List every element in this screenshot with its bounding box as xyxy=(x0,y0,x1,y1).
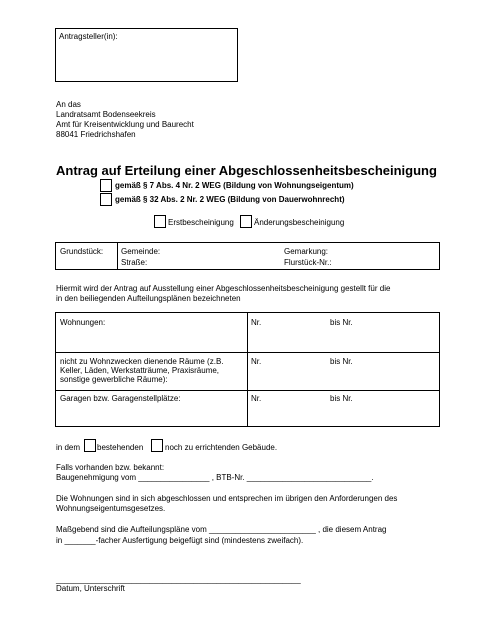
request-paragraph xyxy=(56,284,440,304)
plans-paragraph xyxy=(56,524,386,546)
weg32-label: gemäß § 32 Abs. 2 Nr. 2 WEG (Bildung von Dauerwohnrecht) xyxy=(115,195,345,204)
permit-line-1: Falls vorhanden bzw. bekannt: xyxy=(56,463,165,472)
weg7-checkbox[interactable] xyxy=(100,179,112,192)
street-field[interactable]: Straße: xyxy=(121,258,148,267)
applicant-box[interactable] xyxy=(55,28,238,82)
apartments-to-field[interactable]: bis Nr. xyxy=(330,318,353,327)
new-building-label: noch zu errichtenden Gebäude. xyxy=(165,443,278,452)
signature-label: Datum, Unterschrift xyxy=(56,584,125,593)
existing-building-checkbox[interactable] xyxy=(84,439,96,452)
closed-line-1: Die Wohnungen sind in sich abgeschlossen und entsprechen im übrigen den Anforderungen des xyxy=(56,494,398,503)
first-cert-checkbox[interactable] xyxy=(154,215,166,228)
garages-to-field[interactable]: bis Nr. xyxy=(330,394,353,403)
nonresidential-to-field[interactable]: bis Nr. xyxy=(330,357,353,366)
nonresidential-from-field[interactable]: Nr. xyxy=(251,357,262,366)
address-line-2: Landratsamt Bodenseekreis xyxy=(56,110,156,119)
garages-label: Garagen bzw. Garagenstellplätze: xyxy=(60,394,181,403)
nonresidential-line-2: Keller, Läden, Werkstatträume, Praxisräume, xyxy=(60,366,220,375)
units-table-row-divider-1 xyxy=(55,352,440,353)
request-line-2: in den beiliegenden Aufteilungsplänen bezeichneten xyxy=(56,294,241,303)
applicant-label: Antragsteller(in): xyxy=(59,32,118,41)
apartments-from-field[interactable]: Nr. xyxy=(251,318,262,327)
address-line-1: An das xyxy=(56,100,81,109)
property-box xyxy=(55,242,440,270)
request-line-1: Hiermit wird der Antrag auf Ausstellung einer Abgeschlossenheitsbescheinigung gestellt für die xyxy=(56,284,391,293)
units-table-row-divider-2 xyxy=(55,390,440,391)
recipient-address xyxy=(56,100,194,140)
first-cert-label: Erstbescheinigung xyxy=(168,218,234,227)
building-in-dem: in dem xyxy=(56,443,81,452)
address-line-4: 88041 Friedrichshafen xyxy=(56,130,136,139)
plans-line-2[interactable]: in _______-facher Ausfertigung beigefügt sind (mindestens zweifach). xyxy=(56,536,304,545)
property-divider xyxy=(117,242,118,270)
permit-block xyxy=(56,463,374,483)
district-field[interactable]: Gemarkung: xyxy=(284,247,329,256)
nonresidential-line-3: sonstige gewerbliche Räume): xyxy=(60,375,168,384)
weg7-label: gemäß § 7 Abs. 4 Nr. 2 WEG (Bildung von Wohnungseigentum) xyxy=(115,181,354,190)
nonresidential-label xyxy=(60,357,224,384)
new-building-checkbox[interactable] xyxy=(151,439,163,452)
apartments-label: Wohnungen: xyxy=(60,318,106,327)
municipality-field[interactable]: Gemeinde: xyxy=(121,247,161,256)
weg32-checkbox[interactable] xyxy=(100,193,112,206)
garages-from-field[interactable]: Nr. xyxy=(251,394,262,403)
permit-line-2[interactable]: Baugenehmigung vom ________________ , BTB-Nr. ____________________________. xyxy=(56,473,374,482)
change-cert-checkbox[interactable] xyxy=(240,215,252,228)
closed-paragraph xyxy=(56,494,397,514)
signature-line[interactable]: _______________________________________________________ xyxy=(56,575,301,584)
closed-line-2: Wohnungseigentumsgesetzes. xyxy=(56,504,166,513)
existing-building-label: bestehenden xyxy=(97,443,144,452)
property-label: Grundstück: xyxy=(60,247,104,256)
page-title: Antrag auf Erteilung einer Abgeschlossenheitsbescheinigung xyxy=(56,163,437,178)
plans-line-1[interactable]: Maßgebend sind die Aufteilungspläne vom ________________________ , die diesem Antrag xyxy=(56,525,387,534)
address-line-3: Amt für Kreisentwicklung und Baurecht xyxy=(56,120,194,129)
units-table-col-divider xyxy=(247,312,248,427)
nonresidential-line-1: nicht zu Wohnzwecken dienende Räume (z.B. xyxy=(60,357,224,366)
change-cert-label: Änderungsbescheinigung xyxy=(254,218,345,227)
parcel-field[interactable]: Flurstück-Nr.: xyxy=(284,258,332,267)
